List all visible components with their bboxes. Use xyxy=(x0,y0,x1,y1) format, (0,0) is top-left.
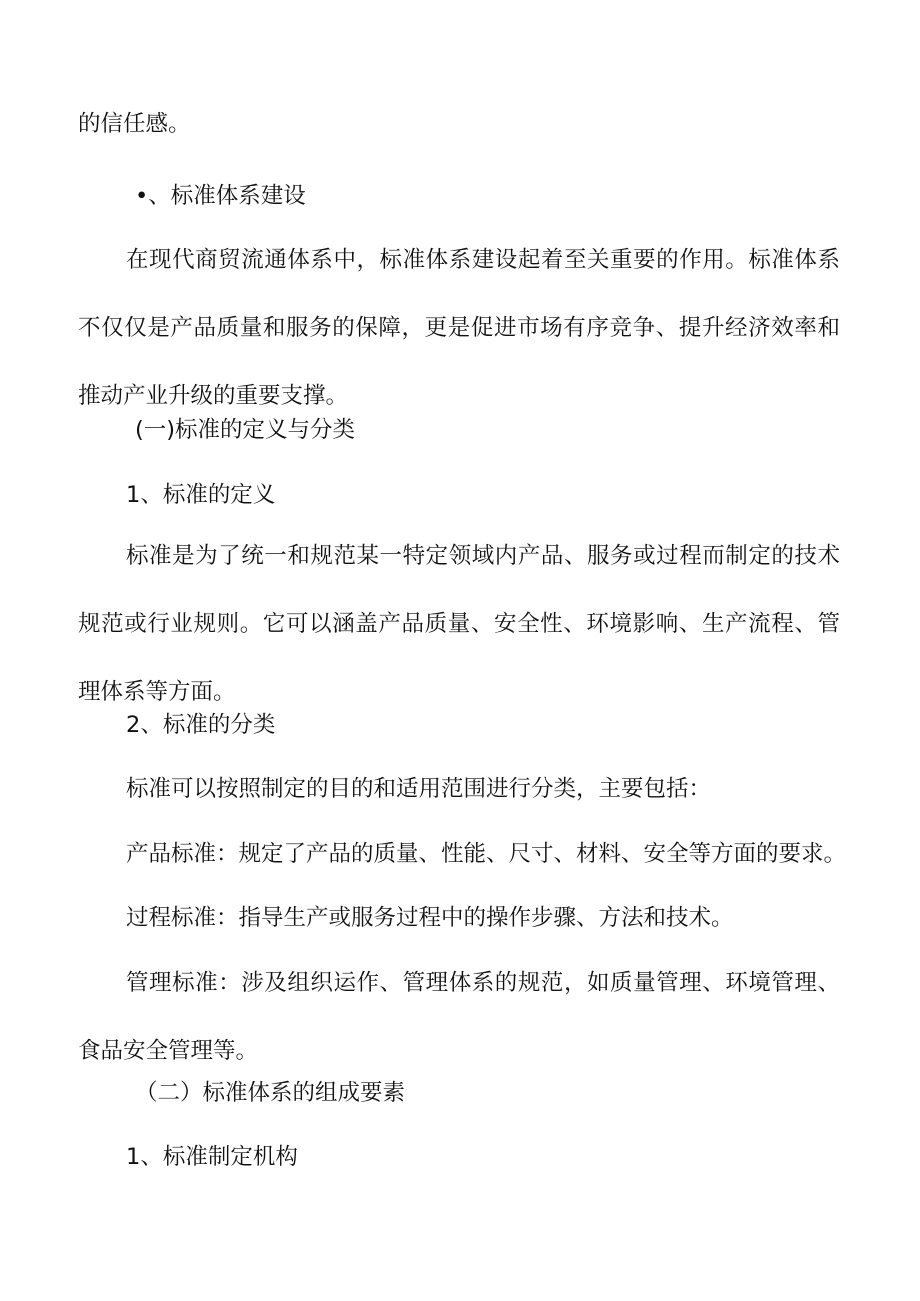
product-standard-text: 产品标准：规定了产品的质量、性能、尺寸、材料、安全等方面的要求。 xyxy=(126,841,847,867)
continuation-text: 的信任感。 xyxy=(78,111,191,137)
item-2-title: 2、标准的分类 xyxy=(126,712,276,738)
subsection-2-title: （二）标准体系的组成要素 xyxy=(135,1080,406,1106)
classification-intro: 标准可以按照制定的目的和适用范围进行分类，主要包括： xyxy=(126,776,712,802)
item-1-title: 1、标准的定义 xyxy=(126,482,276,508)
definition-paragraph: 标准是为了统一和规范某一特定领域内产品、服务或过程而制定的技术规范或行业规则。它可以涵盖产品质量、安全性、环境影响、生产流程、管理体系等方面。 xyxy=(78,543,840,705)
management-standard-paragraph: 管理标准：涉及组织运作、管理体系的规范，如质量管理、环境管理、食品安全管理等。 xyxy=(78,970,840,1064)
subsection-1-title: (一)标准的定义与分类 xyxy=(135,417,356,443)
standard-body-title: 1、标准制定机构 xyxy=(126,1144,298,1170)
process-standard-text: 过程标准：指导生产或服务过程中的操作步骤、方法和技术。 xyxy=(126,905,734,931)
section-heading: •、标准体系建设 xyxy=(135,183,306,209)
intro-paragraph: 在现代商贸流通体系中，标准体系建设起着至关重要的作用。标准体系不仅仅是产品质量和服务的保障，更是促进市场有序竞争、提升经济效率和推动产业升级的重要支撑。 xyxy=(78,247,840,409)
